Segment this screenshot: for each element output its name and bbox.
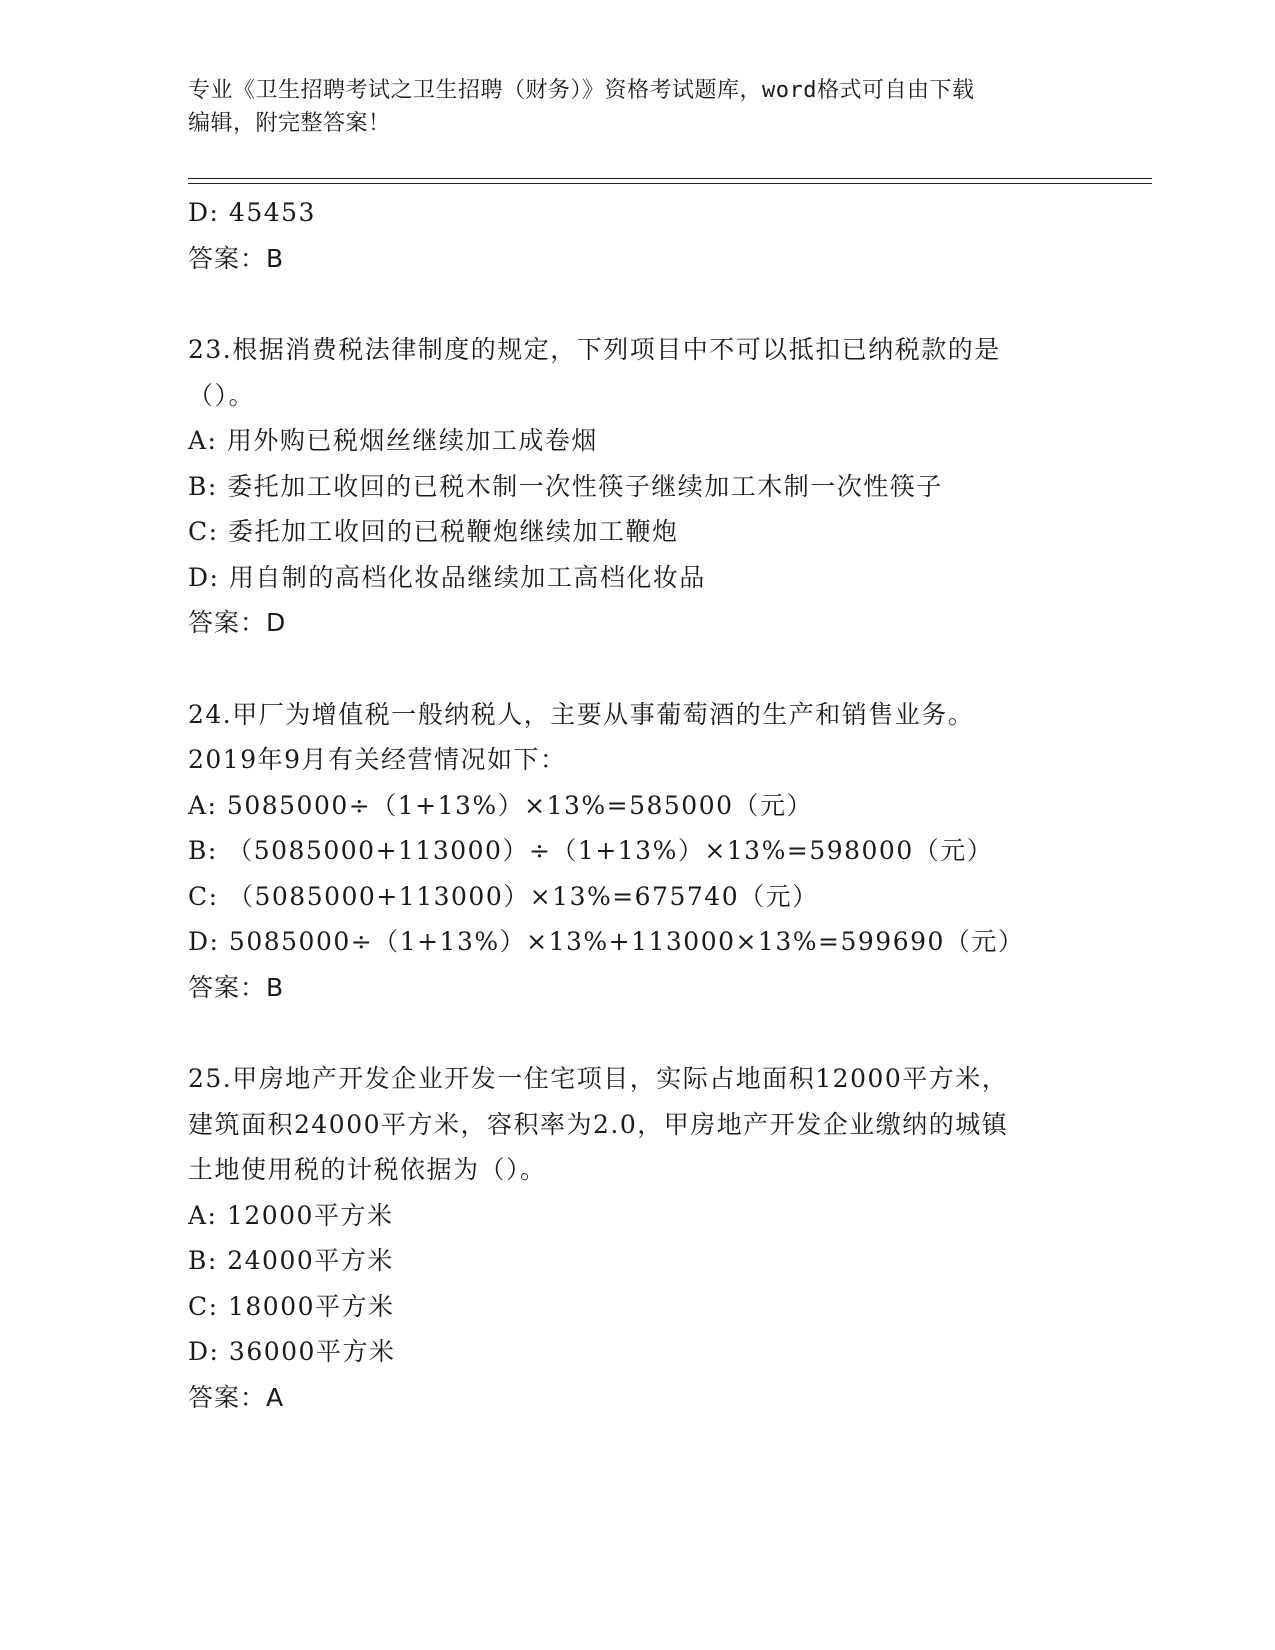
q23-stem-line-1: 23.根据消费税法律制度的规定，下列项目中不可以抵扣已纳税款的是 [188, 335, 1001, 364]
q25-option-c: C: 18000平方米 [188, 1291, 395, 1321]
spacer [188, 1010, 1088, 1056]
q24-option-b: B: （5085000+113000）÷（1+13%）×13%=598000（元） [188, 836, 994, 865]
q24-option-d: D: 5085000÷（1+13%）×13%+113000×13%=599690（元） [188, 927, 1025, 956]
q23-stem-line-2: （）。 [188, 380, 256, 410]
q23-option-d: D: 用自制的高档化妆品继续加工高档化妆品 [188, 562, 706, 592]
q25-option-b: B: 24000平方米 [188, 1246, 394, 1275]
document-header [188, 74, 1068, 140]
q23-option-b: B: 委托加工收回的已税木制一次性筷子继续加工木制一次性筷子 [188, 471, 943, 501]
document-body [188, 190, 1088, 1420]
q25-option-d: D: 36000平方米 [188, 1337, 396, 1366]
q24-stem-line-2: 2019年9月有关经营情况如下： [188, 745, 567, 774]
spacer [188, 281, 1088, 327]
prev-option-d: D: 45453 [188, 198, 316, 227]
q25-answer: 答案：A [188, 1382, 285, 1412]
q23-option-c: C: 委托加工收回的已税鞭炮继续加工鞭炮 [188, 517, 679, 546]
q23-option-a: A: 用外购已税烟丝继续加工成卷烟 [188, 426, 598, 455]
q25-stem-line-2: 建筑面积24000平方米，容积率为2.0，甲房地产开发企业缴纳的城镇 [188, 1109, 1009, 1139]
q23-answer: 答案：D [188, 608, 287, 637]
question-25 [188, 1056, 1088, 1420]
q24-stem-line-1: 24.甲厂为增值税一般纳税人，主要从事葡萄酒的生产和销售业务。 [188, 699, 975, 729]
header-divider-top [188, 178, 1152, 179]
q24-answer: 答案：B [188, 972, 285, 1002]
prev-answer: 答案：B [188, 243, 285, 273]
header-line-2: 编辑，附完整答案！ [188, 111, 391, 136]
q25-option-a: A: 12000平方米 [188, 1200, 394, 1230]
question-24 [188, 692, 1088, 1011]
header-line-1: 专业《卫生招聘考试之卫生招聘（财务）》资格考试题库，word格式可自由下载 [188, 78, 975, 103]
q25-stem-line-1: 25.甲房地产开发企业开发一住宅项目，实际占地面积12000平方米， [188, 1064, 1009, 1093]
header-divider-bottom [188, 183, 1152, 184]
spacer [188, 646, 1088, 692]
q24-option-a: A: 5085000÷（1+13%）×13%=585000（元） [188, 790, 814, 820]
question-23 [188, 327, 1088, 646]
q25-stem-line-3: 土地使用税的计税依据为（）。 [188, 1155, 547, 1184]
q24-option-c: C: （5085000+113000）×13%=675740（元） [188, 881, 819, 911]
